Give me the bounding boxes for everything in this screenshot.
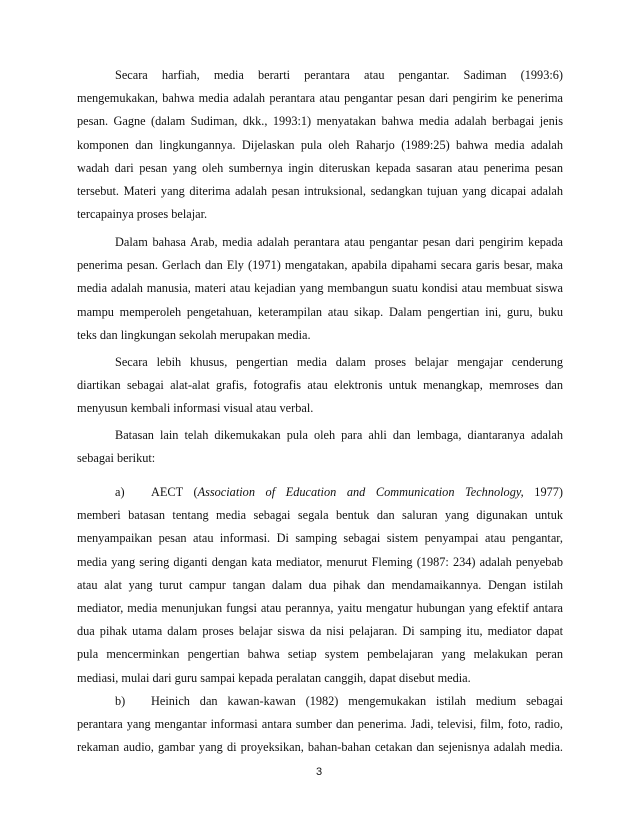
paragraph-2 bbox=[77, 231, 563, 347]
text-line: mampu memperoleh pengetahuan, keterampilan atau sikap. Dalam pengertian ini, guru, buku bbox=[77, 304, 563, 319]
italic-term: Association of Education and Communication Technology, bbox=[197, 485, 524, 499]
text-line: mediator, media menunjukan fungsi atau perannya, yaitu mengatur hubungan yang efektif antara bbox=[77, 600, 563, 615]
text-line: wadah dari pesan yang oleh sumbernya ingin diteruskan kepada sasaran atau penerima pesan bbox=[77, 160, 563, 175]
list-item-b bbox=[77, 690, 563, 760]
text-line: teks dan lingkungan sekolah merupakan media. bbox=[77, 327, 311, 342]
text-line: Secara lebih khusus, pengertian media dalam proses belajar mengajar cenderung bbox=[115, 355, 563, 369]
text-line bbox=[77, 690, 563, 713]
text-line: komponen dan lingkungannya. Dijelaskan pula oleh Raharjo (1989:25) bahwa media adalah bbox=[77, 137, 563, 152]
list-item-label: b) bbox=[115, 694, 126, 708]
text-line: pula mencerminkan pengertian bahwa setiap system pembelajaran yang melakukan peran bbox=[77, 647, 563, 662]
text-line bbox=[77, 481, 563, 504]
text-line: menyampaikan pesan atau informasi. Di samping sebagai sistem penyampai atau pengantar, bbox=[77, 531, 563, 546]
paragraph-4 bbox=[77, 424, 563, 470]
text-line: Dalam bahasa Arab, media adalah perantara atau pengantar pesan dari pengirim kepada bbox=[115, 235, 563, 249]
text-line: mengemukakan, bahwa media adalah perantara atau pengantar pesan dari pengirim ke penerima bbox=[77, 91, 563, 106]
text-line: media yang sering diganti dengan kata mediator, menurut Fleming (1987: 234) adalah penyebab bbox=[77, 554, 563, 569]
list-item-label: a) bbox=[115, 485, 125, 499]
text-line: mediasi, mulai dari guru sampai kepada peralatan canggih, dapat disebut media. bbox=[77, 670, 471, 685]
text-line: Secara harfiah, media berarti perantara atau pengantar. Sadiman (1993:6) bbox=[115, 68, 563, 82]
text-run: Heinich dan kawan-kawan (1982) mengemukakan istilah medium sebagai bbox=[151, 694, 563, 708]
paragraph-1 bbox=[77, 64, 563, 226]
text-line: rekaman audio, gambar yang di proyeksikan, bahan-bahan cetakan dan sejenisnya adalah media. bbox=[77, 740, 563, 755]
text-line: perantara yang mengantar informasi antara sumber dan penerima. Jadi, televisi, film, foto, radio, bbox=[77, 717, 563, 732]
paragraph-3 bbox=[77, 351, 563, 421]
text-line: tercapainya proses belajar. bbox=[77, 207, 208, 222]
text-line: penerima pesan. Gerlach dan Ely (1971) mengatakan, apabila dipahami secara garis besar, maka bbox=[77, 258, 563, 273]
text-line: atau alat yang turut campur tangan dalam dua pihak dan mendamaikannya. Dengan istilah bbox=[77, 577, 563, 592]
list-item-a bbox=[77, 481, 563, 690]
text-run: AECT ( bbox=[151, 485, 198, 499]
text-line: diartikan sebagai alat-alat grafis, fotografis atau elektronis untuk menangkap, memroses dan bbox=[77, 378, 563, 393]
text-line: media adalah manusia, materi atau kejadian yang membangun suatu kondisi atau membuat siswa bbox=[77, 281, 563, 296]
text-line: dua pihak utama dalam proses belajar siswa da nisi pelajaran. Di samping itu, mediator dapat bbox=[77, 624, 563, 639]
text-line: sebagai berikut: bbox=[77, 451, 156, 466]
text-line: pesan. Gagne (dalam Sudiman, dkk., 1993:1) menyatakan bahwa media adalah berbagai jenis bbox=[77, 114, 563, 129]
page-number: 3 bbox=[315, 766, 323, 778]
text-line: memberi batasan tentang media sebagai segala bentuk dan saluran yang digunakan untuk bbox=[77, 508, 563, 523]
text-run: 1977) bbox=[523, 485, 563, 499]
text-line: Batasan lain telah dikemukakan pula oleh para ahli dan lembaga, diantaranya adalah bbox=[115, 428, 563, 442]
text-line: menyusun kembali informasi visual atau verbal. bbox=[77, 401, 314, 416]
text-line: tersebut. Materi yang diterima adalah pesan intruksional, sedangkan tujuan yang dicapai adalah bbox=[77, 183, 563, 198]
